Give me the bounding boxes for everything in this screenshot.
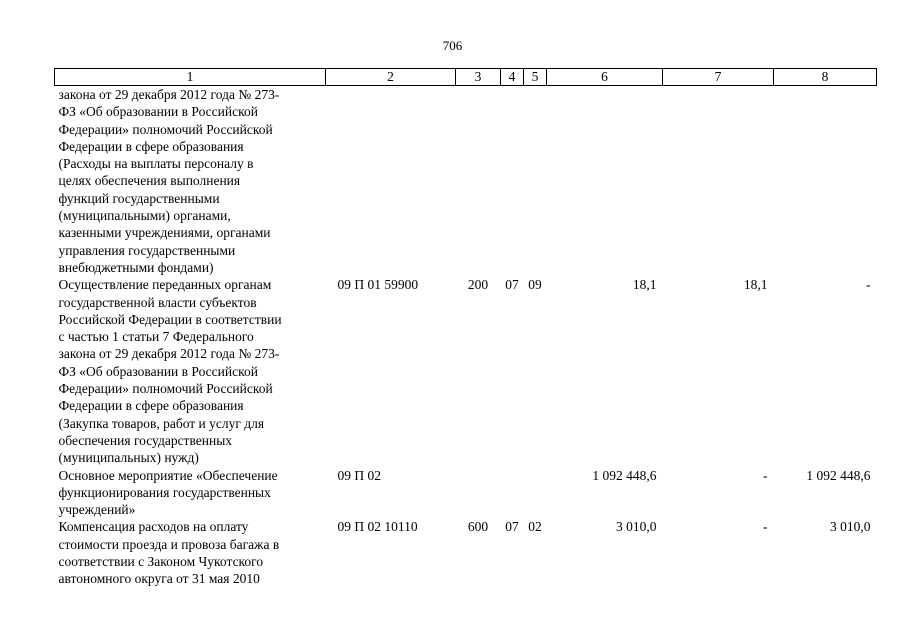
table-row [55,276,877,466]
amount-col8: 3 010,0 [830,519,871,535]
description-line: соответствии с Законом Чукотского [58,554,264,570]
header-row [55,69,877,86]
description-line: Федерации в сфере образования [58,138,244,154]
section-code: 07 [505,519,519,535]
item-description [55,86,326,277]
description-line: (Закупка товаров, работ и услуг для [58,415,265,431]
column-header: 1 [55,69,326,86]
description-line: Осуществление переданных органам [58,277,272,293]
budget-table [54,68,877,588]
description-line: учреждений» [58,502,136,518]
description-line: (Расходы на выплаты персоналу в [58,156,254,172]
budget-code: 09 П 01 59900 [337,277,419,293]
description-line: внебюджетными фондами) [58,259,214,275]
description-line: Федерации» полномочий Российской [58,121,273,137]
description-line: целях обеспечения выполнения [58,173,241,189]
description-line: управления государственными [58,242,236,258]
section-code: 07 [505,277,519,293]
description-line: Российской Федерации в соответствии [58,311,282,327]
amount-col7 [663,86,774,277]
section-code [501,467,524,519]
description-line: Компенсация расходов на оплату [58,519,249,535]
description-line: стоимости проезда и провоза багажа в [58,536,280,552]
amount-col8: 1 092 448,6 [806,467,871,483]
column-header: 8 [774,69,877,86]
description-line: функционирования государственных [58,484,271,500]
amount-total [547,86,663,277]
description-line: функций государственными [58,190,220,206]
budget-code [326,86,456,277]
description-line: автономного округа от 31 мая 2010 [58,571,260,587]
subsection-code: 09 [528,277,542,293]
amount-total: 1 092 448,6 [592,467,657,483]
amount-col8 [774,86,877,277]
description-line: с частью 1 статьи 7 Федерального [58,329,254,345]
subsection-code [524,467,547,519]
column-header: 2 [326,69,456,86]
column-header: 4 [501,69,524,86]
description-line: закона от 29 декабря 2012 года № 273- [58,87,280,102]
table-row [55,467,877,519]
description-line: государственной власти субъектов [58,294,257,310]
item-description [55,276,326,466]
column-header: 5 [524,69,547,86]
expense-type: 600 [467,519,489,535]
amount-total: 3 010,0 [616,519,657,535]
description-line: (муниципальных) нужд) [58,450,199,466]
amount-col7: - [763,467,768,483]
description-line: Федерации» полномочий Российской [58,381,273,397]
amount-total: 18,1 [632,277,657,293]
description-line: ФЗ «Об образовании в Российской [58,363,258,379]
description-line: обеспечения государственных [58,432,233,448]
description-line: ФЗ «Об образовании в Российской [58,104,258,120]
expense-type [456,86,501,277]
page-number: 706 [442,38,463,53]
budget-code: 09 П 02 [337,467,381,483]
expense-type: 200 [467,277,489,293]
table-row [55,518,877,587]
table-row [55,86,877,277]
description-line: закона от 29 декабря 2012 года № 273- [58,346,280,362]
amount-col8: - [866,277,871,293]
section-code [501,86,524,277]
description-line: Федерации в сфере образования [58,398,244,414]
item-description [55,467,326,519]
subsection-code [524,86,547,277]
expense-type [456,467,501,519]
description-line: казенными учреждениями, органами [58,225,271,241]
item-description [55,518,326,587]
column-header: 3 [456,69,501,86]
amount-col7: - [763,519,768,535]
amount-col7: 18,1 [743,277,768,293]
column-header: 7 [663,69,774,86]
description-line: (муниципальными) органами, [58,208,231,224]
subsection-code: 02 [528,519,542,535]
column-header: 6 [547,69,663,86]
description-line: Основное мероприятие «Обеспечение [58,467,278,483]
budget-code: 09 П 02 10110 [337,519,418,535]
